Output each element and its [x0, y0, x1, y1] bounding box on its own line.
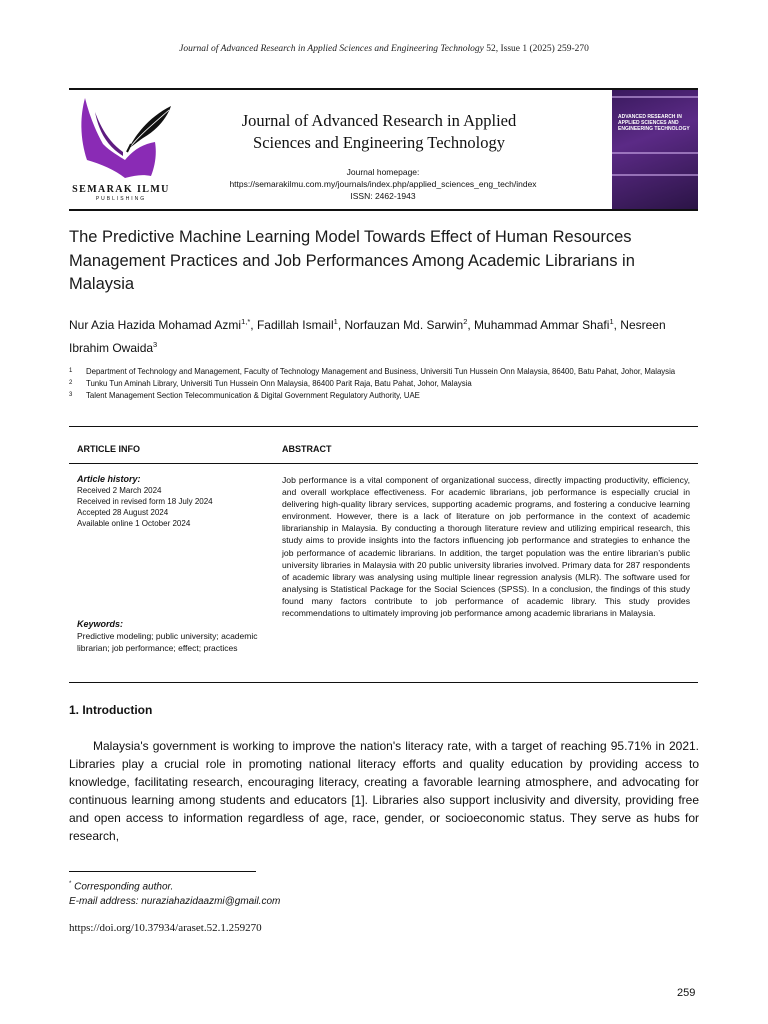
affiliation: 2 Tunku Tun Aminah Library, Universiti Tun Hussein Onn Malaysia, 86400 Parit Raja, Batu Pahat, Johor, Malaysia: [69, 379, 472, 388]
cover-stripe: [612, 96, 698, 98]
publisher-name: SEMARAK ILMU: [72, 184, 170, 195]
running-head-issue: 52, Issue 1 (2025) 259-270: [486, 44, 589, 54]
keywords: [77, 618, 267, 654]
author: Norfauzan Md. Sarwin$^2$,: [344, 317, 475, 332]
info-body: [69, 464, 698, 683]
footnote: [69, 877, 280, 909]
history-item: Available online 1 October 2024: [77, 519, 191, 528]
author-list: [69, 312, 699, 358]
page-number: 259: [677, 987, 696, 999]
history-item: Accepted 28 August 2024: [77, 508, 169, 517]
publisher-tag: PUBLISHING: [95, 196, 147, 202]
keywords-label: Keywords:: [77, 619, 124, 629]
issn: ISSN: 2462-1943: [350, 191, 416, 201]
doi-link[interactable]: https://doi.org/10.37934/araset.52.1.259270: [69, 922, 262, 934]
intro-paragraph: Malaysia's government is working to improve the nation's literacy rate, with a target of reaching 95.71% in 2021. Libraries play a crucial role in promoting national literacy efforts and quality education by providing access to knowledge, facilitating research, encouraging literacy, creating a favorable learning atmosphere, and advocating for continuous learning among students and educators [1]. Libraries also support inclusivity and diversity, providing free and open access to information regardless of age, race, gender, or socioeconomic status. They serve as hubs for research,: [69, 739, 699, 843]
publisher-logo: [71, 94, 201, 206]
running-head: [0, 44, 768, 54]
footnote-mark: *: [69, 881, 72, 887]
info-header: [69, 427, 698, 464]
affiliation: 1 Department of Technology and Management, Faculty of Technology Management and Business, Universiti Tun Hussein Onn Malaysia, 86400, Batu Pahat, Johor, Malaysia: [69, 367, 676, 376]
abstract-text: Job performance is a vital component of organizational success, directly impacting productivity, efficiency, and overall workplace effectiveness. For academic librarians, job performance is especially crucial in delivering high-quality library services, supporting academic programs, and fostering a conducive learning environment. However, there is a lack of literature on job performance in the context of academic librarianship in Malaysia. By conducting a thorough literature review and utilizing empirical research, this study aims to provide insights into the factors influencing job performance and strategies to enhance the job performance of academic librarians. In addition, the target population was the entire librarian’s public university libraries in Malaysia with 20 public university libraries involved. Primary data for 287 respondents of academic library was analysing using multiple linear regression analysis (MLR). The software used for analysing is Statistical Package for the Social Sciences (SPSS). In a conclusion, the findings of this study found many factors contribute to job performance of academic library. This study provides recommendations to ultimately improving job performance among academic librarians in Malaysia.: [282, 475, 690, 619]
author: Nesreen Ibrahim Owaida$^3$: [69, 318, 666, 355]
abstract-label: ABSTRACT: [282, 444, 332, 454]
journal-title: Journal of Advanced Research in Applied Sciences and Engineering Technology: [241, 111, 517, 152]
section-heading: 1. Introduction: [69, 703, 153, 717]
footnote-rule: [69, 871, 256, 872]
keywords-text: Predictive modeling; public university; academic librarian; job performance; effect; practices: [77, 631, 258, 653]
running-head-journal: Journal of Advanced Research in Applied Sciences and Engineering Technology: [179, 44, 484, 54]
history-item: Received in revised form 18 July 2024: [77, 497, 213, 506]
affiliation-list: [69, 366, 699, 402]
homepage-label: Journal homepage:: [346, 167, 420, 177]
masthead: [69, 88, 698, 211]
affiliation: 3 Talent Management Section Telecommunication & Digital Government Regulatory Authority, UAE: [69, 391, 420, 400]
history-label: Article history:: [77, 474, 141, 484]
article-history: [77, 474, 267, 529]
article-info-label: ARTICLE INFO: [77, 444, 140, 454]
article-info-box: [69, 426, 698, 683]
cover-title: ADVANCED RESEARCH IN APPLIED SCIENCES AND ENGINEERING TECHNOLOGY: [618, 114, 690, 132]
corresponding-author: Corresponding author.: [74, 881, 174, 893]
homepage-url[interactable]: https://semarakilmu.com.my/journals/index.php/applied_sciences_eng_tech/index: [229, 179, 537, 189]
cover-stripe: [612, 152, 698, 154]
article-title: The Predictive Machine Learning Model Towards Effect of Human Resources Management Practices and Job Performances Among Academic Librarians in Malaysia: [69, 228, 635, 293]
journal-meta: [195, 166, 571, 202]
author: Muhammad Ammar Shafi$^1$,: [474, 317, 621, 332]
author: Nur Azia Hazida Mohamad Azmi$^{1,*}$,: [69, 317, 257, 332]
book-with-quill-icon: [71, 94, 181, 184]
email-address: E-mail address: nuraziahazidaazmi@gmail.com: [69, 896, 281, 908]
cover-stripe: [612, 174, 698, 176]
author: Fadillah Ismail$^1$,: [256, 317, 345, 332]
history-item: Received 2 March 2024: [77, 486, 162, 495]
journal-cover-image: [612, 90, 698, 209]
